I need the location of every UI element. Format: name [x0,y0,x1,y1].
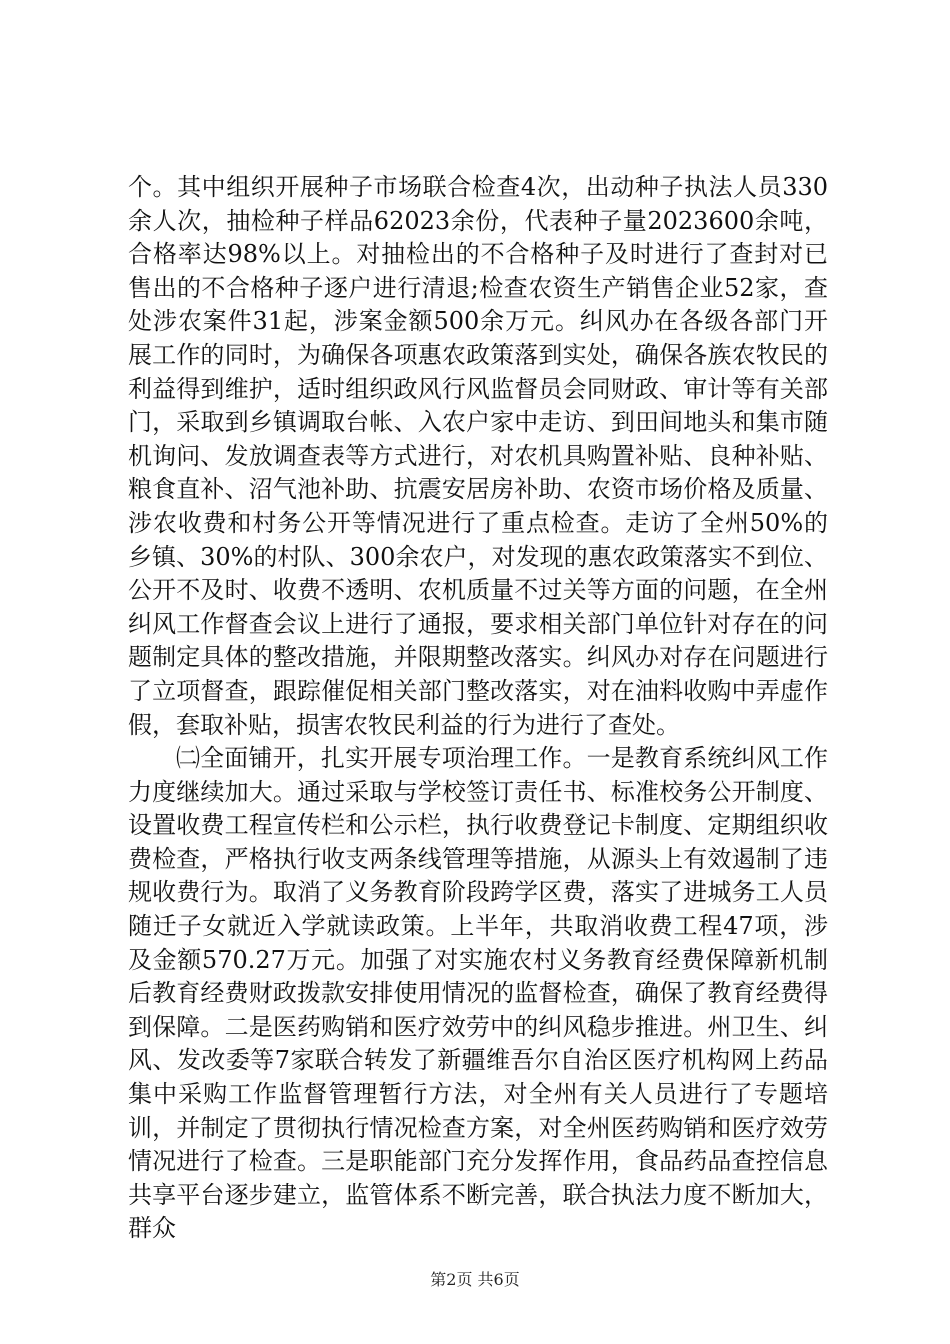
body-text [128,171,828,1246]
paragraph-inspection-results: 个。其中组织开展种子市场联合检查4次，出动种子执法人员330余人次，抽检种子样品62023余份，代表种子量2023600余吨，合格率达98%以上。对抽检出的不合格种子及时进行了查封对已售出的不合格种子逐户进行清退;检查农资生产销售企业52家，查处涉农案件31起，涉案金额500余万元。纠风办在各级各部门开展工作的同时，为确保各项惠农政策落到实处，确保各族农牧民的利益得到维护，适时组织政风行风监督员会同财政、审计等有关部门，采取到乡镇调取台帐、入农户家中走访、到田间地头和集市随机询问、发放调查表等方式进行，对农机具购置补贴、良种补贴、粮食直补、沼气池补助、抗震安居房补助、农资市场价格及质量、涉农收费和村务公开等情况进行了重点检查。走访了全州50%的乡镇、30%的村队、300余农户，对发现的惠农政策落实不到位、公开不及时、收费不透明、农机质量不过关等方面的问题，在全州纠风工作督查会议上进行了通报，要求相关部门单位针对存在的问题制定具体的整改措施，并限期整改落实。纠风办对存在问题进行了立项督查，跟踪催促相关部门整改落实，对在油料收购中弄虚作假，套取补贴，损害农牧民利益的行为进行了查处。 [128,173,828,739]
page-footer: 第2页 共6页 [430,1270,520,1289]
paragraph-special-governance: ㈡全面铺开，扎实开展专项治理工作。一是教育系统纠风工作力度继续加大。通过采取与学校签订责任书、标准校务公开制度、设置收费工程宣传栏和公示栏，执行收费登记卡制度、定期组织收费检查，严格执行收支两条线管理等措施，从源头上有效遏制了违规收费行为。取消了义务教育阶段跨学区费，落实了进城务工人员随迁子女就近入学就读政策。上半年，共取消收费工程47项，涉及金额570.27万元。加强了对实施农村义务教育经费保障新机制后教育经费财政拨款安排使用情况的监督检查，确保了教育经费得到保障。二是医药购销和医疗效劳中的纠风稳步推进。州卫生、纠风、发改委等7家联合转发了新疆维吾尔自治区医疗机构网上药品集中采购工作监督管理暂行方法，对全州有关人员进行了专题培训，并制定了贯彻执行情况检查方案，对全州医药购销和医疗效劳情况进行了检查。三是职能部门充分发挥作用，食品药品查控信息共享平台逐步建立，监管体系不断完善，联合执法力度不断加大，群众 [128,744,828,1243]
